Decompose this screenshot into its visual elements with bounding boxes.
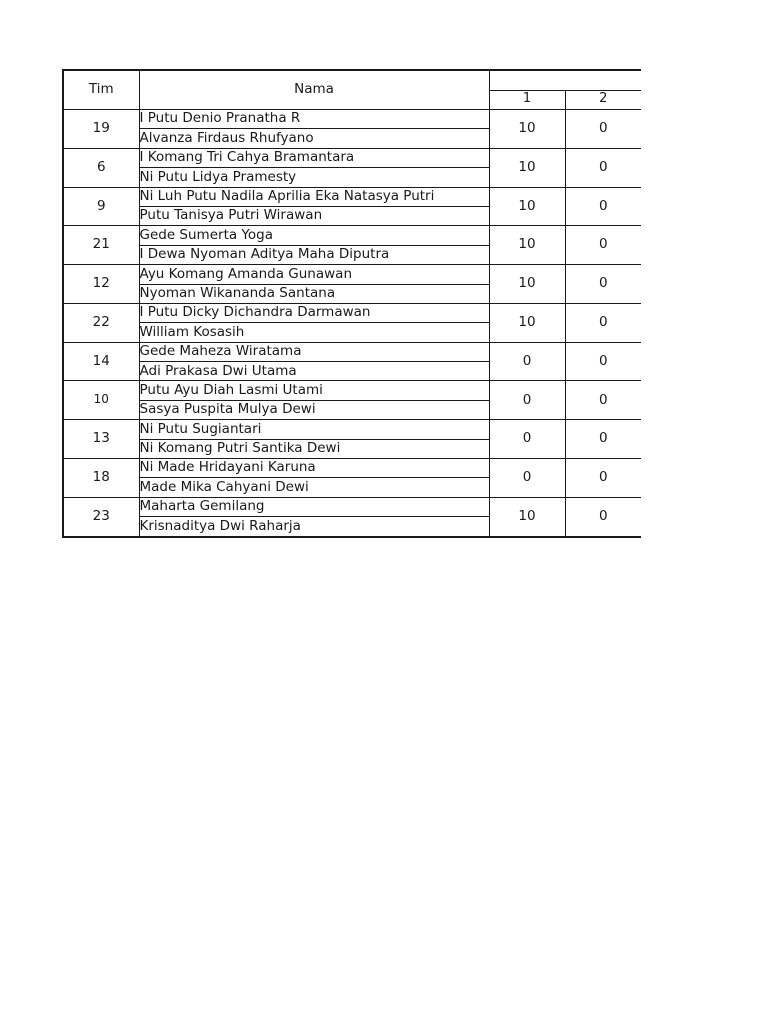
member-name: Alvanza Firdaus Rhufyano — [139, 129, 489, 148]
table-row — [63, 303, 641, 322]
member-name: Ayu Komang Amanda Gunawan — [139, 265, 489, 284]
score-round-2: 0 — [565, 381, 641, 420]
team-number: 9 — [63, 187, 139, 226]
member-name: Sasya Puspita Mulya Dewi — [139, 400, 489, 419]
score-round-1: 10 — [489, 187, 565, 226]
score-round-2: 0 — [565, 342, 641, 381]
score-sheet — [62, 69, 640, 538]
score-round-2: 0 — [565, 420, 641, 459]
team-number: 21 — [63, 226, 139, 265]
table-row — [63, 265, 641, 284]
team-number: 22 — [63, 303, 139, 342]
header-nama: Nama — [139, 70, 489, 110]
team-number: 14 — [63, 342, 139, 381]
score-round-2: 0 — [565, 497, 641, 536]
score-round-1: 0 — [489, 342, 565, 381]
table-body — [63, 110, 641, 537]
score-round-1: 10 — [489, 148, 565, 187]
header-round-1: 1 — [489, 90, 565, 110]
member-name: Gede Sumerta Yoga — [139, 226, 489, 245]
table-row — [63, 187, 641, 206]
table-row — [63, 459, 641, 478]
member-name: Ni Made Hridayani Karuna — [139, 459, 489, 478]
member-name: Maharta Gemilang — [139, 497, 489, 516]
member-name: Ni Putu Lidya Pramesty — [139, 168, 489, 187]
member-name: Adi Prakasa Dwi Utama — [139, 362, 489, 381]
score-round-1: 0 — [489, 459, 565, 498]
score-round-1: 10 — [489, 226, 565, 265]
member-name: William Kosasih — [139, 323, 489, 342]
team-number: 10 — [63, 381, 139, 420]
table-row — [63, 420, 641, 439]
score-round-1: 10 — [489, 303, 565, 342]
score-round-2: 0 — [565, 303, 641, 342]
team-number: 6 — [63, 148, 139, 187]
member-name: Made Mika Cahyani Dewi — [139, 478, 489, 497]
score-round-1: 0 — [489, 420, 565, 459]
score-round-2: 0 — [565, 148, 641, 187]
table-row — [63, 110, 641, 129]
table-row — [63, 148, 641, 167]
table-row — [63, 497, 641, 516]
member-name: Krisnaditya Dwi Raharja — [139, 517, 489, 537]
header-round-group — [489, 70, 641, 90]
team-number: 23 — [63, 497, 139, 536]
member-name: I Komang Tri Cahya Bramantara — [139, 148, 489, 167]
member-name: I Putu Denio Pranatha R — [139, 110, 489, 129]
score-round-1: 10 — [489, 265, 565, 304]
score-round-1: 0 — [489, 381, 565, 420]
member-name: Ni Komang Putri Santika Dewi — [139, 439, 489, 458]
team-number: 18 — [63, 459, 139, 498]
score-round-2: 0 — [565, 226, 641, 265]
score-round-1: 10 — [489, 110, 565, 149]
table-header — [63, 70, 641, 110]
table-row — [63, 226, 641, 245]
header-round-2: 2 — [565, 90, 641, 110]
score-round-2: 0 — [565, 459, 641, 498]
header-row — [63, 70, 641, 90]
member-name: Nyoman Wikananda Santana — [139, 284, 489, 303]
member-name: Putu Tanisya Putri Wirawan — [139, 206, 489, 225]
team-number: 12 — [63, 265, 139, 304]
score-round-2: 0 — [565, 110, 641, 149]
team-score-table — [62, 69, 641, 538]
score-round-2: 0 — [565, 187, 641, 226]
member-name: I Putu Dicky Dichandra Darmawan — [139, 303, 489, 322]
header-tim: Tim — [63, 70, 139, 110]
member-name: Ni Putu Sugiantari — [139, 420, 489, 439]
member-name: I Dewa Nyoman Aditya Maha Diputra — [139, 245, 489, 264]
table-row — [63, 342, 641, 361]
team-number: 13 — [63, 420, 139, 459]
score-round-1: 10 — [489, 497, 565, 536]
score-round-2: 0 — [565, 265, 641, 304]
member-name: Putu Ayu Diah Lasmi Utami — [139, 381, 489, 400]
table-row — [63, 381, 641, 400]
member-name: Ni Luh Putu Nadila Aprilia Eka Natasya Putri — [139, 187, 489, 206]
member-name: Gede Maheza Wiratama — [139, 342, 489, 361]
team-number: 19 — [63, 110, 139, 149]
